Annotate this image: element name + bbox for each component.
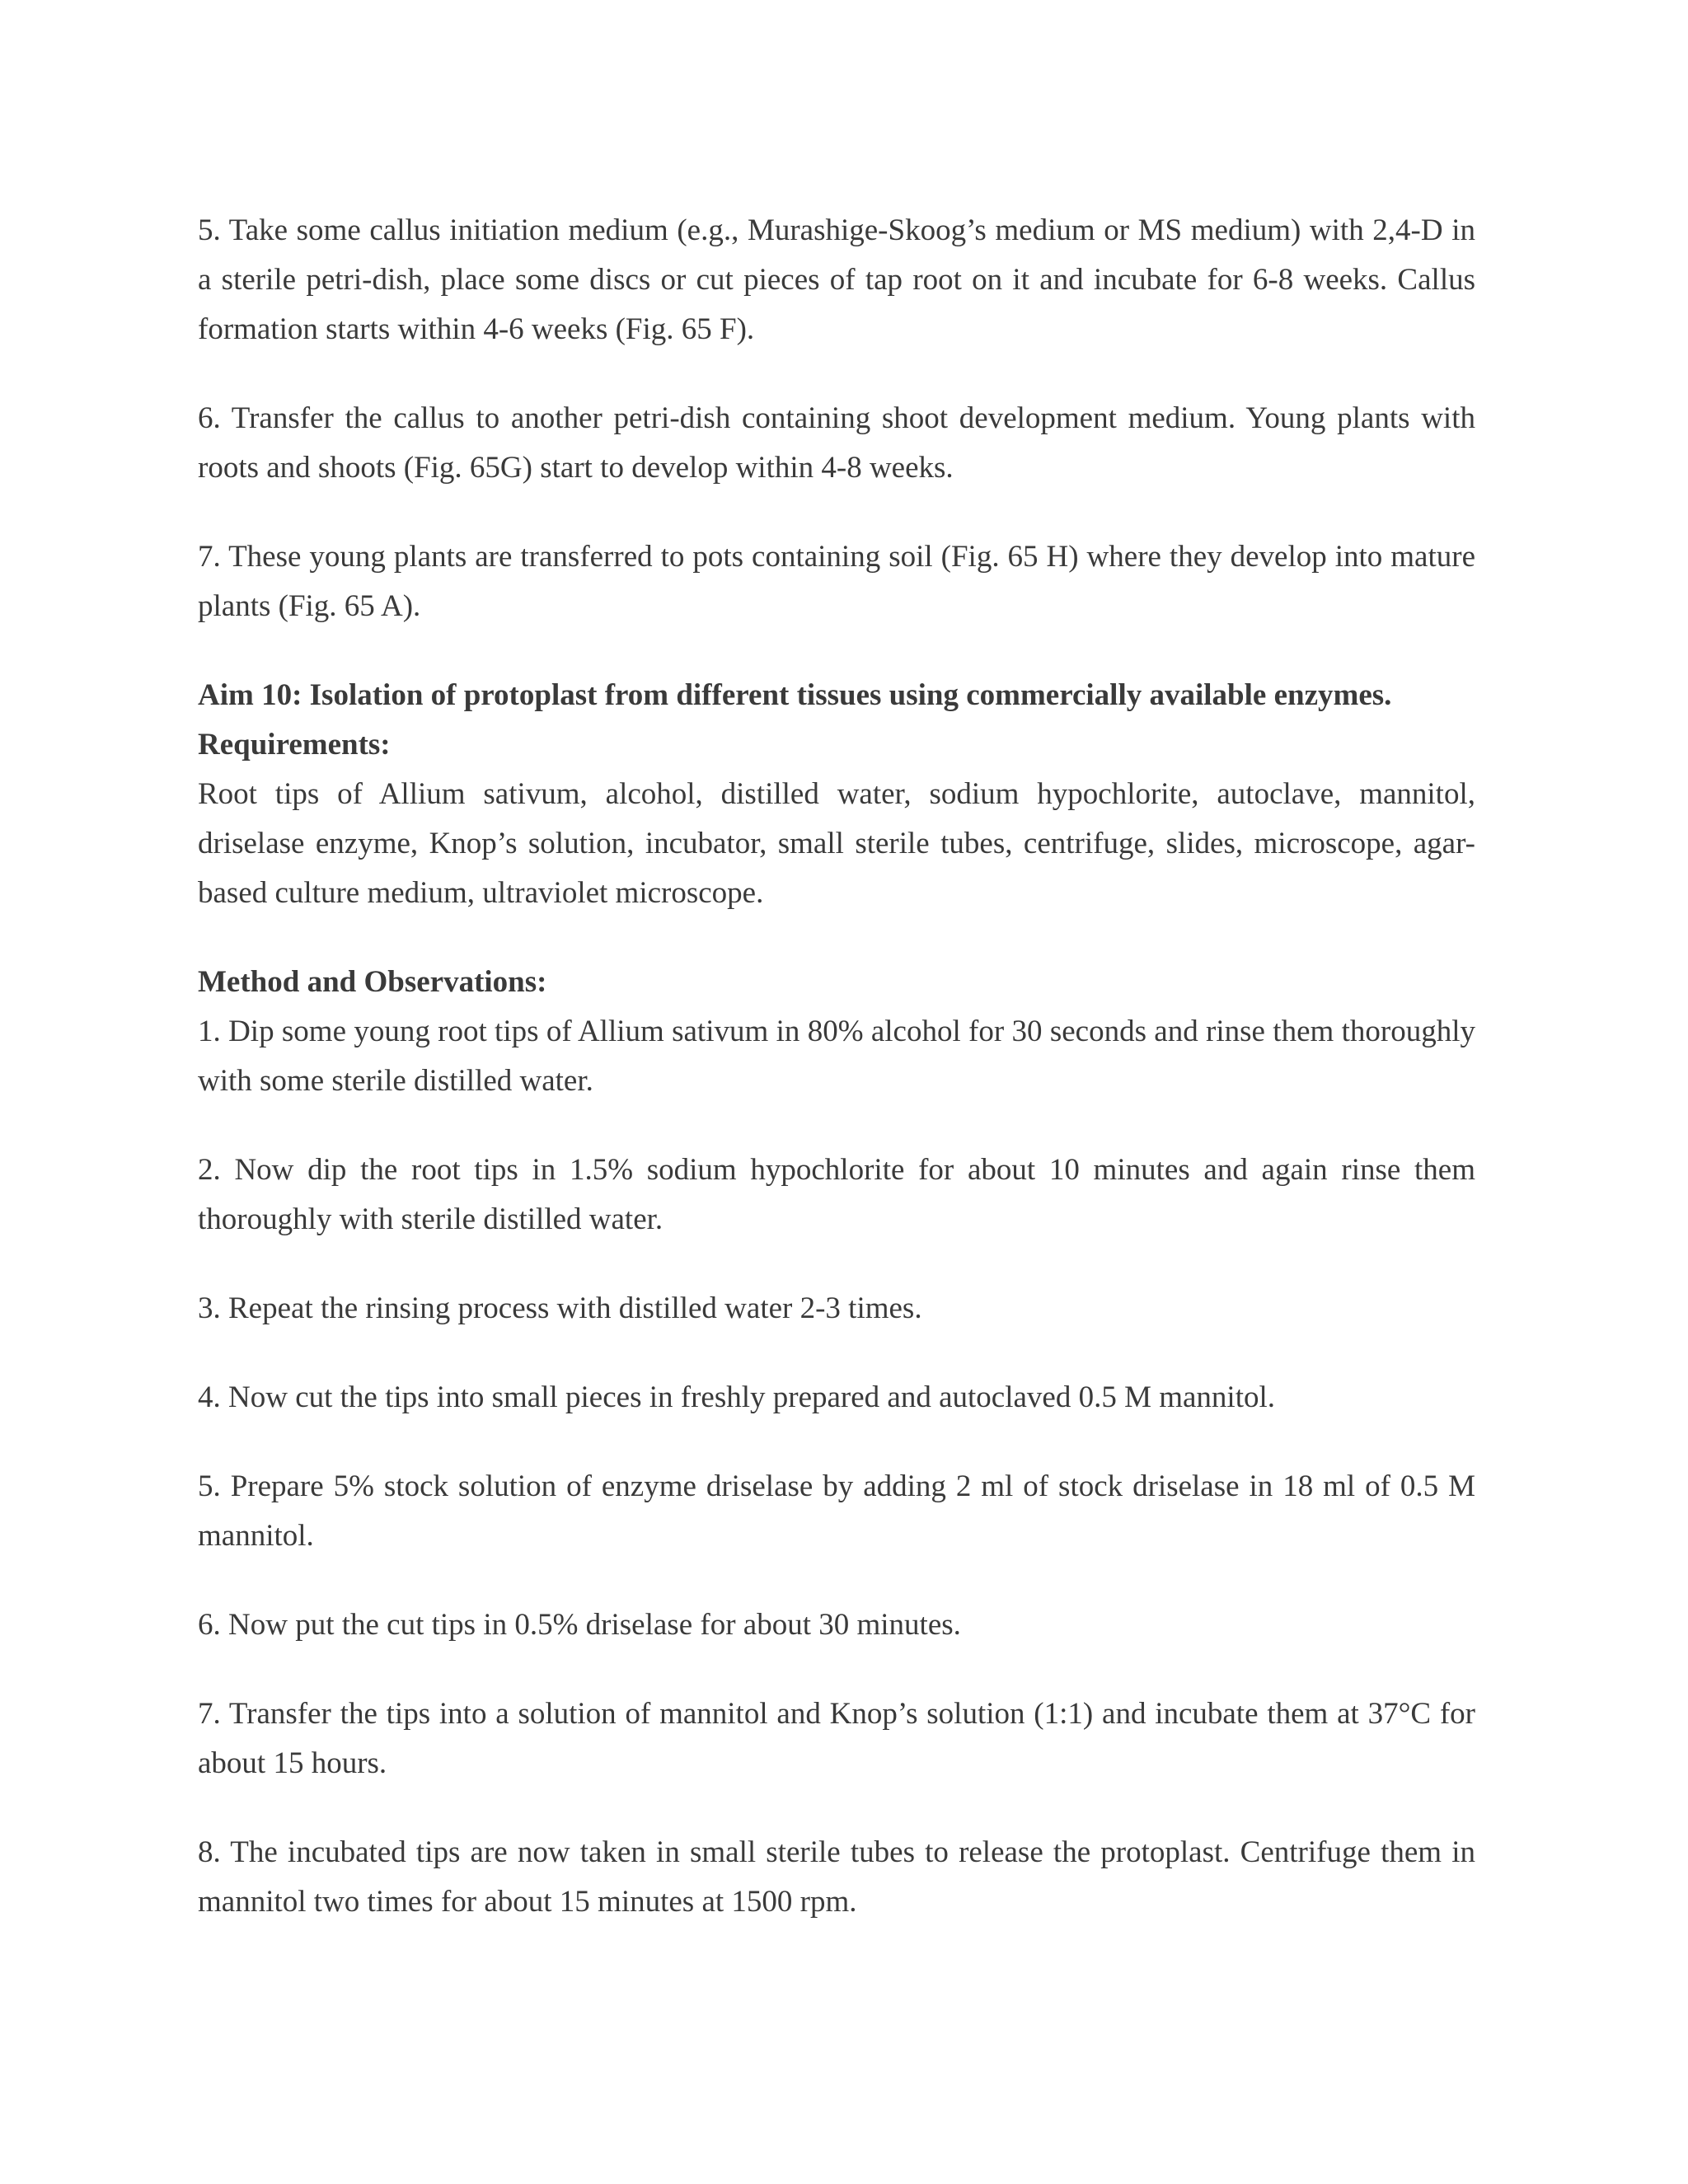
method-step-3: 3. Repeat the rinsing process with distilled water 2-3 times. [198, 1291, 922, 1325]
step-7-young-plants: 7. These young plants are transferred to pots containing soil (Fig. 65 H) where they develop into mature plants (Fig. 65 A). [198, 540, 1475, 623]
method-heading: Method and Observations: [198, 965, 547, 999]
requirements-heading: Requirements: [198, 728, 391, 762]
step-6-transfer-callus: 6. Transfer the callus to another petri-dish containing shoot development medium. Young plants with roots and shoots (Fig. 65G) start to develop within 4-8 weeks. [198, 401, 1475, 485]
document-page [198, 206, 1475, 1927]
requirements-text: Root tips of Allium sativum, alcohol, distilled water, sodium hypochlorite, autoclave, mannitol, driselase enzyme, Knop’s solution, incubator, small sterile tubes, centrifuge, slides, microscope, agar- based culture medium, ultraviolet microscope. [198, 777, 1475, 910]
method-step-6: 6. Now put the cut tips in 0.5% driselase for about 30 minutes. [198, 1608, 961, 1642]
aim-10-title: Aim 10: Isolation of protoplast from different tissues using commercially available enzymes. [198, 678, 1392, 712]
method-step-2: 2. Now dip the root tips in 1.5% sodium hypochlorite for about 10 minutes and again rinse them thoroughly with sterile distilled water. [198, 1153, 1475, 1236]
method-step-1: 1. Dip some young root tips of Allium sativum in 80% alcohol for 30 seconds and rinse them thoroughly with some sterile distilled water. [198, 1015, 1475, 1098]
method-step-7: 7. Transfer the tips into a solution of mannitol and Knop’s solution (1:1) and incubate them at 37°C for about 15 hours. [198, 1697, 1475, 1780]
method-step-5: 5. Prepare 5% stock solution of enzyme driselase by adding 2 ml of stock driselase in 18 ml of 0.5 M mannitol. [198, 1469, 1475, 1553]
method-step-4: 4. Now cut the tips into small pieces in freshly prepared and autoclaved 0.5 M mannitol. [198, 1380, 1276, 1414]
step-5-callus-initiation: 5. Take some callus initiation medium (e.g., Murashige-Skoog’s medium or MS medium) with 2,4-D in a sterile petri-dish, place some discs or cut pieces of tap root on it and incubate for 6-8 weeks. Callus formation starts within 4-6 weeks (Fig. 65 F). [198, 213, 1475, 346]
method-step-8: 8. The incubated tips are now taken in small sterile tubes to release the protoplast. Centrifuge them in mannitol two times for about 15 minutes at 1500 rpm. [198, 1835, 1475, 1919]
